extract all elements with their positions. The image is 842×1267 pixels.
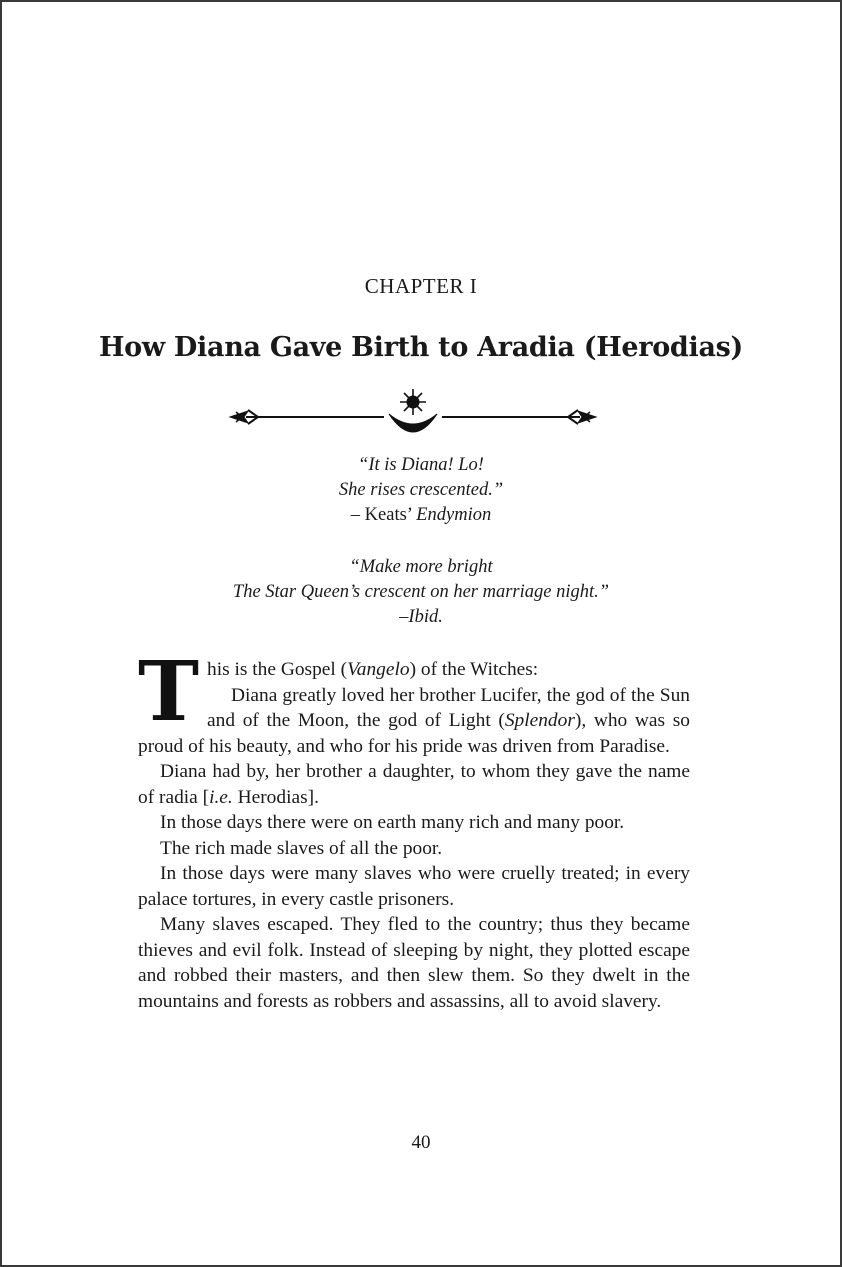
epigraph-attribution: –Ibid. (399, 607, 443, 627)
paragraph-1 (138, 644, 690, 759)
epigraph-keats (0, 453, 842, 528)
text-run: Diana had by, her brother a daughter, to whom they gave the name of radia [ (138, 761, 690, 808)
epigraph-line: “It is Diana! Lo! (358, 455, 484, 475)
paragraph-2 (138, 759, 690, 810)
crescent-moon-sun-arrows-icon (226, 388, 600, 444)
drop-cap: T (138, 644, 200, 740)
paragraph-4: The rich made slaves of all the poor. (160, 837, 443, 859)
text-run-italic: i.e. (209, 786, 233, 808)
epigraph-ibid (0, 555, 842, 630)
text-run: ) of the Witches: (409, 659, 539, 680)
paragraph-5: In those days were many slaves who were cruelly treated; in every palace tortures, in every castle prisoners. (138, 863, 690, 910)
epigraph-line: She rises crescented.” (338, 480, 504, 500)
text-run-italic: Splendor (504, 710, 575, 731)
epigraph-line: “Make more bright (349, 557, 493, 577)
epigraph-attribution (0, 503, 842, 528)
epigraph-line: The Star Queen’s crescent on her marriage night.” (232, 582, 610, 602)
paragraph-6: Many slaves escaped. They fled to the country; thus they became thieves and evil folk. Instead of sleeping by night, they plotted escape and robbed their masters, and then slew them. So they dwelt in the mountains and forests as robbers and assassins, all to avoid slavery. (138, 914, 690, 1012)
paragraph-3: In those days there were on earth many rich and many poor. (160, 812, 625, 833)
attribution-work: Endymion (416, 505, 492, 525)
paragraph-1b (138, 683, 690, 760)
chapter-number: CHAPTER I (364, 274, 478, 298)
page-number: 40 (411, 1132, 431, 1153)
chapter-body (138, 644, 690, 1014)
chapter-title: How Diana Gave Birth to Aradia (Herodias) (98, 332, 744, 363)
text-run: his is the Gospel ( (207, 659, 348, 680)
attribution-prefix: – Keats’ (350, 505, 417, 525)
text-run: Herodias]. (232, 786, 319, 808)
text-run: ), who was so proud of his beauty, and who for his pride was driven from Paradise. (138, 710, 690, 757)
text-run: Diana greatly loved her brother Lucifer, the god of the Sun and of the Moon, the god of Light ( (207, 684, 690, 731)
text-run-italic: Vangelo (347, 659, 410, 680)
